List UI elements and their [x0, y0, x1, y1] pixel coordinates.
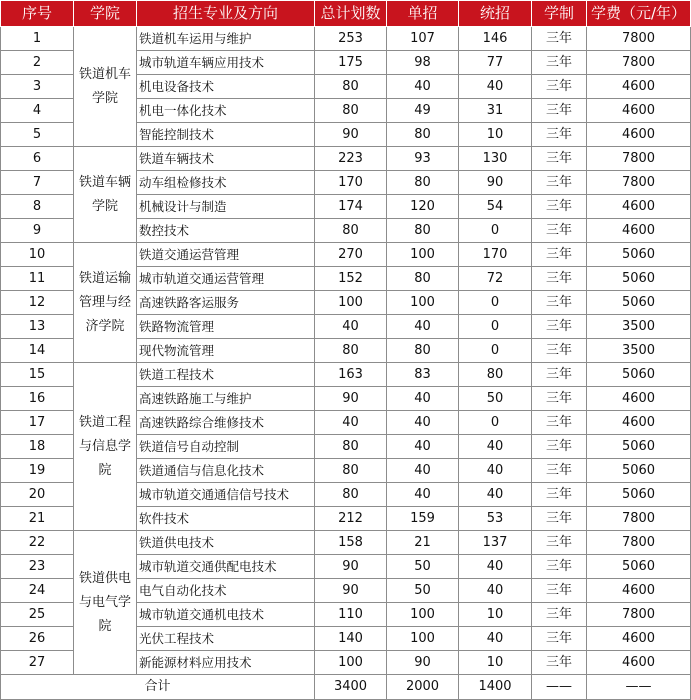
cell-single: 40 [387, 411, 459, 435]
cell-single: 40 [387, 75, 459, 99]
cell-total: 175 [315, 51, 387, 75]
header-unified: 统招 [459, 1, 532, 27]
cell-fee: 5060 [587, 363, 691, 387]
cell-no: 3 [1, 75, 74, 99]
cell-major: 铁道机车运用与维护 [137, 27, 315, 51]
cell-fee: 7800 [587, 531, 691, 555]
cell-single: 100 [387, 603, 459, 627]
cell-single: 80 [387, 171, 459, 195]
cell-fee: 4600 [587, 387, 691, 411]
cell-total: 163 [315, 363, 387, 387]
cell-total: 110 [315, 603, 387, 627]
cell-major: 现代物流管理 [137, 339, 315, 363]
cell-single: 80 [387, 267, 459, 291]
cell-fee: 5060 [587, 459, 691, 483]
cell-total: 90 [315, 123, 387, 147]
cell-no: 2 [1, 51, 74, 75]
cell-total: 80 [315, 483, 387, 507]
cell-no: 25 [1, 603, 74, 627]
cell-no: 6 [1, 147, 74, 171]
cell-total: 212 [315, 507, 387, 531]
cell-major: 城市轨道交通通信信号技术 [137, 483, 315, 507]
cell-college: 铁道车辆学院 [74, 147, 137, 243]
cell-major: 铁路物流管理 [137, 315, 315, 339]
cell-unified: 40 [459, 555, 532, 579]
table-row [1, 243, 691, 267]
cell-single: 40 [387, 459, 459, 483]
cell-major: 铁道供电技术 [137, 531, 315, 555]
cell-total: 80 [315, 435, 387, 459]
cell-unified: 80 [459, 363, 532, 387]
cell-years: 三年 [532, 291, 587, 315]
cell-years: 三年 [532, 555, 587, 579]
cell-unified: 50 [459, 387, 532, 411]
cell-years: 三年 [532, 339, 587, 363]
cell-college: 铁道运输管理与经济学院 [74, 243, 137, 363]
cell-fee: 7800 [587, 171, 691, 195]
cell-total: 90 [315, 555, 387, 579]
cell-years: 三年 [532, 147, 587, 171]
table-row [1, 147, 691, 171]
cell-no: 7 [1, 171, 74, 195]
cell-unified: 90 [459, 171, 532, 195]
cell-major: 机械设计与制造 [137, 195, 315, 219]
cell-years: 三年 [532, 195, 587, 219]
cell-major: 铁道车辆技术 [137, 147, 315, 171]
cell-years: 三年 [532, 435, 587, 459]
cell-no: 26 [1, 627, 74, 651]
cell-major: 新能源材料应用技术 [137, 651, 315, 675]
cell-fee: 4600 [587, 123, 691, 147]
cell-no: 9 [1, 219, 74, 243]
cell-fee: 3500 [587, 315, 691, 339]
cell-no: 8 [1, 195, 74, 219]
cell-total: 152 [315, 267, 387, 291]
header-major: 招生专业及方向 [137, 1, 315, 27]
cell-total: 174 [315, 195, 387, 219]
cell-fee: 3500 [587, 339, 691, 363]
cell-single: 90 [387, 651, 459, 675]
cell-total: 158 [315, 531, 387, 555]
cell-single: 93 [387, 147, 459, 171]
cell-major: 铁道工程技术 [137, 363, 315, 387]
cell-no: 13 [1, 315, 74, 339]
cell-unified: 0 [459, 315, 532, 339]
cell-major: 智能控制技术 [137, 123, 315, 147]
cell-major: 城市轨道交通机电技术 [137, 603, 315, 627]
header-college: 学院 [74, 1, 137, 27]
totals-label: 合计 [1, 675, 315, 700]
cell-fee: 5060 [587, 267, 691, 291]
table-row [1, 27, 691, 51]
cell-unified: 146 [459, 27, 532, 51]
cell-fee: 4600 [587, 219, 691, 243]
cell-total: 253 [315, 27, 387, 51]
cell-major: 城市轨道交通供配电技术 [137, 555, 315, 579]
cell-no: 20 [1, 483, 74, 507]
cell-no: 14 [1, 339, 74, 363]
cell-major: 铁道通信与信息化技术 [137, 459, 315, 483]
cell-unified: 170 [459, 243, 532, 267]
cell-years: 三年 [532, 603, 587, 627]
cell-no: 12 [1, 291, 74, 315]
cell-total: 100 [315, 291, 387, 315]
cell-no: 4 [1, 99, 74, 123]
cell-total: 80 [315, 459, 387, 483]
cell-total: 223 [315, 147, 387, 171]
totals-total: 3400 [315, 675, 387, 700]
cell-single: 100 [387, 243, 459, 267]
header-single: 单招 [387, 1, 459, 27]
cell-college: 铁道供电与电气学院 [74, 531, 137, 675]
cell-fee: 5060 [587, 483, 691, 507]
cell-no: 19 [1, 459, 74, 483]
cell-major: 城市轨道交通运营管理 [137, 267, 315, 291]
cell-years: 三年 [532, 171, 587, 195]
cell-no: 16 [1, 387, 74, 411]
cell-years: 三年 [532, 579, 587, 603]
cell-no: 24 [1, 579, 74, 603]
cell-unified: 53 [459, 507, 532, 531]
cell-fee: 4600 [587, 99, 691, 123]
cell-single: 159 [387, 507, 459, 531]
header-total: 总计划数 [315, 1, 387, 27]
cell-total: 270 [315, 243, 387, 267]
header-years: 学制 [532, 1, 587, 27]
cell-total: 80 [315, 75, 387, 99]
cell-fee: 4600 [587, 579, 691, 603]
cell-unified: 10 [459, 123, 532, 147]
cell-years: 三年 [532, 459, 587, 483]
cell-fee: 7800 [587, 507, 691, 531]
cell-single: 83 [387, 363, 459, 387]
cell-unified: 40 [459, 459, 532, 483]
cell-single: 107 [387, 27, 459, 51]
totals-single: 2000 [387, 675, 459, 700]
cell-total: 80 [315, 339, 387, 363]
cell-years: 三年 [532, 483, 587, 507]
cell-fee: 7800 [587, 27, 691, 51]
header-fee: 学费（元/年） [587, 1, 691, 27]
cell-unified: 0 [459, 339, 532, 363]
cell-total: 140 [315, 627, 387, 651]
cell-major: 电气自动化技术 [137, 579, 315, 603]
cell-unified: 40 [459, 435, 532, 459]
cell-single: 100 [387, 627, 459, 651]
table-row [1, 363, 691, 387]
header-no: 序号 [1, 1, 74, 27]
cell-total: 80 [315, 219, 387, 243]
cell-major: 光伏工程技术 [137, 627, 315, 651]
cell-years: 三年 [532, 531, 587, 555]
cell-single: 120 [387, 195, 459, 219]
cell-unified: 77 [459, 51, 532, 75]
cell-unified: 0 [459, 411, 532, 435]
cell-years: 三年 [532, 411, 587, 435]
cell-major: 高速铁路综合维修技术 [137, 411, 315, 435]
cell-unified: 0 [459, 291, 532, 315]
cell-single: 40 [387, 387, 459, 411]
cell-total: 170 [315, 171, 387, 195]
cell-major: 机电设备技术 [137, 75, 315, 99]
cell-no: 22 [1, 531, 74, 555]
cell-major: 数控技术 [137, 219, 315, 243]
cell-unified: 40 [459, 627, 532, 651]
cell-unified: 40 [459, 75, 532, 99]
cell-no: 27 [1, 651, 74, 675]
cell-fee: 7800 [587, 603, 691, 627]
cell-major: 城市轨道车辆应用技术 [137, 51, 315, 75]
cell-years: 三年 [532, 219, 587, 243]
cell-single: 100 [387, 291, 459, 315]
cell-fee: 4600 [587, 627, 691, 651]
cell-years: 三年 [532, 627, 587, 651]
cell-total: 90 [315, 579, 387, 603]
cell-years: 三年 [532, 507, 587, 531]
cell-single: 80 [387, 219, 459, 243]
cell-single: 80 [387, 339, 459, 363]
cell-fee: 4600 [587, 411, 691, 435]
cell-fee: 7800 [587, 51, 691, 75]
cell-major: 高速铁路施工与维护 [137, 387, 315, 411]
cell-total: 80 [315, 99, 387, 123]
cell-total: 40 [315, 411, 387, 435]
cell-years: 三年 [532, 75, 587, 99]
cell-no: 23 [1, 555, 74, 579]
cell-no: 11 [1, 267, 74, 291]
cell-fee: 4600 [587, 75, 691, 99]
cell-unified: 0 [459, 219, 532, 243]
cell-fee: 5060 [587, 435, 691, 459]
cell-years: 三年 [532, 51, 587, 75]
cell-years: 三年 [532, 99, 587, 123]
totals-years: —— [532, 675, 587, 700]
cell-single: 80 [387, 123, 459, 147]
cell-unified: 137 [459, 531, 532, 555]
cell-single: 49 [387, 99, 459, 123]
cell-years: 三年 [532, 123, 587, 147]
cell-no: 21 [1, 507, 74, 531]
cell-major: 铁道信号自动控制 [137, 435, 315, 459]
cell-fee: 4600 [587, 651, 691, 675]
cell-no: 10 [1, 243, 74, 267]
cell-fee: 5060 [587, 243, 691, 267]
cell-no: 17 [1, 411, 74, 435]
cell-major: 高速铁路客运服务 [137, 291, 315, 315]
cell-unified: 72 [459, 267, 532, 291]
cell-fee: 4600 [587, 195, 691, 219]
cell-unified: 31 [459, 99, 532, 123]
cell-total: 100 [315, 651, 387, 675]
cell-single: 40 [387, 483, 459, 507]
cell-total: 90 [315, 387, 387, 411]
cell-single: 21 [387, 531, 459, 555]
cell-years: 三年 [532, 267, 587, 291]
cell-unified: 10 [459, 651, 532, 675]
cell-years: 三年 [532, 651, 587, 675]
cell-single: 50 [387, 579, 459, 603]
cell-no: 15 [1, 363, 74, 387]
cell-fee: 7800 [587, 147, 691, 171]
cell-years: 三年 [532, 27, 587, 51]
cell-major: 软件技术 [137, 507, 315, 531]
cell-single: 40 [387, 435, 459, 459]
cell-years: 三年 [532, 363, 587, 387]
cell-years: 三年 [532, 243, 587, 267]
cell-fee: 5060 [587, 291, 691, 315]
cell-years: 三年 [532, 315, 587, 339]
table-row [1, 531, 691, 555]
cell-unified: 54 [459, 195, 532, 219]
header-row [1, 1, 691, 27]
cell-unified: 10 [459, 603, 532, 627]
totals-unified: 1400 [459, 675, 532, 700]
cell-fee: 5060 [587, 555, 691, 579]
cell-total: 40 [315, 315, 387, 339]
totals-row [1, 675, 691, 700]
cell-no: 18 [1, 435, 74, 459]
cell-college: 铁道工程与信息学院 [74, 363, 137, 531]
cell-college: 铁道机车学院 [74, 27, 137, 147]
cell-unified: 130 [459, 147, 532, 171]
cell-major: 铁道交通运营管理 [137, 243, 315, 267]
cell-years: 三年 [532, 387, 587, 411]
cell-major: 机电一体化技术 [137, 99, 315, 123]
cell-unified: 40 [459, 483, 532, 507]
table-body [1, 27, 691, 675]
cell-no: 1 [1, 27, 74, 51]
cell-single: 98 [387, 51, 459, 75]
cell-single: 40 [387, 315, 459, 339]
cell-unified: 40 [459, 579, 532, 603]
totals-fee: —— [587, 675, 691, 700]
cell-major: 动车组检修技术 [137, 171, 315, 195]
cell-no: 5 [1, 123, 74, 147]
cell-single: 50 [387, 555, 459, 579]
